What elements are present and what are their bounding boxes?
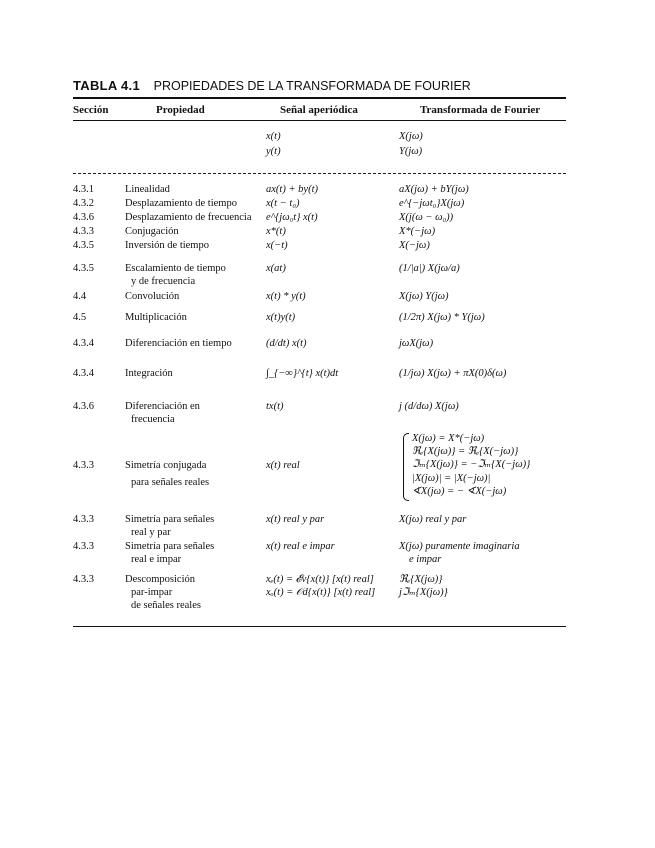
row-linealidad-section: 4.3.1	[73, 184, 94, 195]
conj-symmetry-line: X(jω) = X*(−jω)	[412, 433, 485, 444]
row-freq-diff-signal: tx(t)	[266, 401, 284, 412]
row-time-shift-section: 4.3.2	[73, 198, 94, 209]
dashed-separator	[73, 173, 566, 174]
conj-symmetry-line: ℑₘ{X(jω)} = −ℑₘ{X(−jω)}	[412, 459, 531, 471]
row-time-diff-signal: (d/dt) x(t)	[266, 338, 307, 349]
row-even-symmetry-section: 4.3.3	[73, 514, 94, 525]
row-odd-symmetry-property: Simetría para señales	[125, 541, 215, 552]
row-decomposition-section: 4.3.3	[73, 574, 94, 585]
row-freq-shift-section: 4.3.6	[73, 212, 94, 223]
conj-symmetry-line: |X(jω)| = |X(−jω)|	[412, 472, 491, 484]
row-scaling-property-cont: y de frecuencia	[131, 276, 196, 287]
row-odd-symmetry-signal: x(t) real e impar	[266, 541, 335, 552]
row-odd-symmetry-transform: X(jω) puramente imaginaria	[399, 541, 520, 552]
row-conjugation-section: 4.3.3	[73, 226, 94, 237]
row-time-diff-section: 4.3.4	[73, 338, 94, 349]
row-time-reversal-section: 4.3.5	[73, 240, 94, 251]
row-scaling-section: 4.3.5	[73, 263, 94, 274]
conj-symmetry-line: ℜₑ{X(jω)} = ℜₑ{X(−jω)}	[412, 446, 519, 458]
row-odd-symmetry-section: 4.3.3	[73, 541, 94, 552]
row-freq-shift-signal: e^{jω₀t} x(t)	[266, 212, 318, 223]
row-decomposition-property-cont2: de señales reales	[131, 600, 201, 611]
row-conj-symmetry-section: 4.3.3	[73, 460, 94, 471]
row-integration-transform: (1/jω) X(jω) + πX(0)δ(ω)	[399, 368, 507, 379]
row-freq-shift-transform: X(j(ω − ω₀))	[399, 212, 454, 223]
definition-transform-y: Y(jω)	[399, 146, 423, 157]
row-multiplication-section: 4.5	[73, 312, 87, 323]
definition-transform-x: X(jω)	[399, 131, 423, 142]
row-multiplication-property: Multiplicación	[125, 312, 187, 323]
row-multiplication-transform: (1/2π) X(jω) * Y(jω)	[399, 312, 485, 323]
bottom-rule	[73, 626, 566, 627]
row-integration-section: 4.3.4	[73, 368, 94, 379]
row-scaling-property: Escalamiento de tiempo	[125, 263, 226, 274]
row-decomposition-property: Descomposición	[125, 574, 195, 585]
row-time-reversal-property: Inversión de tiempo	[125, 240, 209, 251]
definition-signal-y: y(t)	[266, 146, 281, 157]
row-time-reversal-signal: x(−t)	[266, 240, 288, 251]
conj-symmetry-transform-list	[412, 432, 530, 498]
row-time-shift-transform: e^{−jωt₀}X(jω)	[399, 198, 465, 209]
table-title	[73, 78, 471, 93]
row-freq-diff-property: Diferenciación en	[125, 401, 200, 412]
row-even-symmetry-signal: x(t) real y par	[266, 514, 325, 525]
row-decomposition-signal-even: xₑ(t) = 𝓔v{x(t)} [x(t) real]	[266, 574, 374, 585]
top-rule	[73, 97, 566, 99]
table-label: TABLA 4.1	[73, 78, 140, 93]
row-time-reversal-transform: X(−jω)	[399, 240, 430, 251]
row-decomposition-property-cont: par-impar	[131, 587, 173, 598]
row-convolution-transform: X(jω) Y(jω)	[399, 291, 449, 302]
row-integration-signal: ∫_{−∞}^{t} x(t)dt	[266, 368, 339, 379]
row-integration-property: Integración	[125, 368, 173, 379]
row-conj-symmetry-signal: x(t) real	[266, 460, 300, 471]
row-even-symmetry-transform: X(jω) real y par	[399, 514, 467, 525]
row-linealidad-signal: ax(t) + by(t)	[266, 184, 318, 195]
row-convolution-property: Convolución	[125, 291, 180, 302]
row-scaling-transform: (1/|a|) X(jω/a)	[399, 263, 460, 274]
row-conjugation-transform: X*(−jω)	[399, 226, 436, 237]
row-odd-symmetry-property-cont: real e impar	[131, 554, 182, 565]
row-time-shift-property: Desplazamiento de tiempo	[125, 198, 237, 209]
row-even-symmetry-property-cont: real y par	[131, 527, 171, 538]
row-conjugation-property: Conjugación	[125, 226, 179, 237]
table-caption: PROPIEDADES DE LA TRANSFORMADA DE FOURIER	[153, 79, 471, 93]
row-decomposition-transform-odd: jℑₘ{X(jω)}	[399, 587, 448, 598]
row-time-diff-property: Diferenciación en tiempo	[125, 338, 232, 349]
row-time-diff-transform: jωX(jω)	[399, 338, 434, 349]
conj-symmetry-line: ∢X(jω) = − ∢X(−jω)	[412, 485, 507, 497]
row-freq-diff-section: 4.3.6	[73, 401, 94, 412]
header-section: Sección	[73, 104, 109, 116]
row-linealidad-property: Linealidad	[125, 184, 170, 195]
row-convolution-signal: x(t) * y(t)	[266, 291, 306, 302]
header-rule	[73, 120, 566, 121]
row-conj-symmetry-property: Simetría conjugada	[125, 460, 207, 471]
row-linealidad-transform: aX(jω) + bY(jω)	[399, 184, 469, 195]
row-conjugation-signal: x*(t)	[266, 226, 286, 237]
row-freq-diff-transform: j (d/dω) X(jω)	[399, 401, 459, 412]
row-time-shift-signal: x(t − t₀)	[266, 198, 300, 209]
row-conj-symmetry-property-cont: para señales reales	[131, 477, 210, 488]
row-freq-diff-property-cont: frecuencia	[131, 414, 175, 425]
row-convolution-section: 4.4	[73, 291, 87, 302]
definition-signal-x: x(t)	[266, 131, 281, 142]
header-property: Propiedad	[156, 104, 205, 116]
row-odd-symmetry-transform-cont: e impar	[409, 554, 442, 565]
header-signal: Señal aperiódica	[280, 104, 358, 116]
header-transform: Transformada de Fourier	[420, 104, 541, 116]
row-decomposition-transform-even: ℜₑ{X(jω)}	[399, 574, 443, 585]
row-even-symmetry-property: Simetría para señales	[125, 514, 215, 525]
left-brace	[403, 433, 409, 501]
row-multiplication-signal: x(t)y(t)	[266, 312, 296, 323]
row-scaling-signal: x(at)	[266, 263, 286, 274]
row-freq-shift-property: Desplazamiento de frecuencia	[125, 212, 252, 223]
row-decomposition-signal-odd: xₒ(t) = 𝒪d{x(t)} [x(t) real]	[266, 587, 376, 598]
